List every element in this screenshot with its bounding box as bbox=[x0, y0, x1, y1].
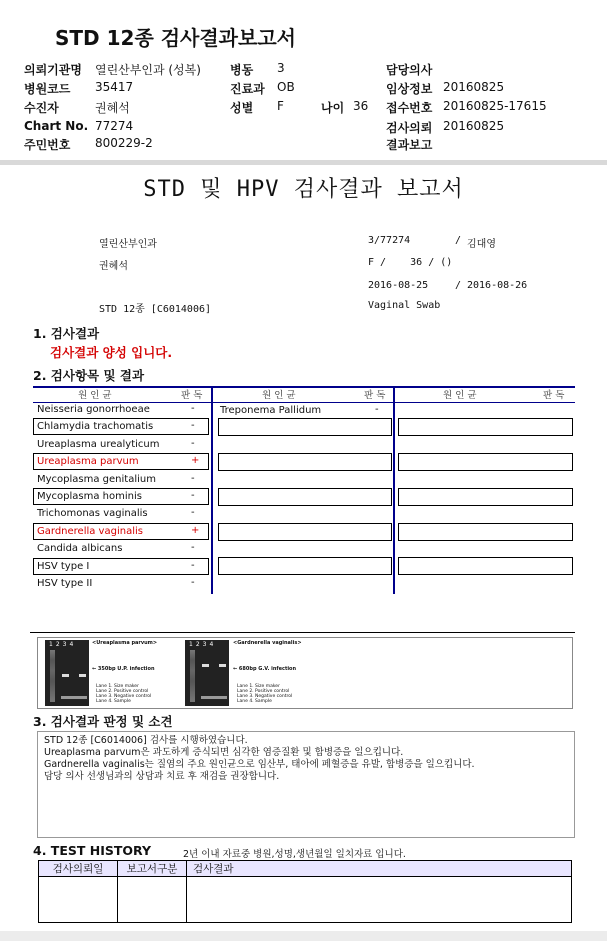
pathogen-result-mark: - bbox=[191, 437, 195, 449]
label-receiver: 수진자 bbox=[24, 101, 59, 115]
value-institution: 열린산부인과 (성복) bbox=[95, 63, 201, 77]
gel-right-title: <Gardnerella vaginalis> bbox=[233, 640, 302, 646]
history-note: 2년 이내 자료중 병원,성명,생년월일 일치자료 입니다. bbox=[183, 849, 406, 860]
gel-right-legend: Lane 1. Size maker Lane 2. Positive control Lane 3. Negative control Lane 4. Sample bbox=[237, 684, 293, 704]
value-resident-no: 800229-2 bbox=[95, 136, 153, 150]
finding-line-4: 담당 의사 선생님과의 상담과 치료 후 재검을 권장합니다. bbox=[44, 771, 280, 782]
clinic-name: 열린산부인과 bbox=[99, 239, 157, 250]
col-pathogen-3: 원 인 균 bbox=[443, 390, 477, 401]
gel-right-lanes: 1234 bbox=[189, 641, 217, 648]
pathogen-name: Ureaplasma urealyticum bbox=[37, 438, 160, 450]
pathogen-result-mark: - bbox=[191, 577, 195, 588]
gel-left-ladder bbox=[50, 650, 55, 702]
label-ward: 병동 bbox=[230, 63, 254, 77]
history-col-type: 보고서구분 bbox=[118, 861, 187, 877]
id-separator: / bbox=[455, 235, 462, 246]
date-separator: / bbox=[455, 280, 462, 291]
history-cell-result bbox=[187, 877, 572, 923]
section1-result: 검사결과 양성 입니다. bbox=[50, 345, 173, 360]
patient-name: 권혜석 bbox=[99, 261, 128, 272]
doctor-name: 김대영 bbox=[467, 239, 496, 250]
finding-line-2: Ureaplasma parvum은 과도하게 증식되면 심각한 염증질환 및 합병증을 일으킵니다. bbox=[44, 747, 404, 758]
gel-right-band-positive bbox=[202, 664, 209, 667]
gel-left-legend: Lane 1. Size maker Lane 2. Positive control Lane 3. Negative control Lane 4. Sample bbox=[96, 684, 152, 704]
empty-result-box bbox=[398, 453, 573, 471]
empty-result-box bbox=[218, 557, 392, 575]
value-age: 36 bbox=[353, 99, 369, 113]
value-clinical-info: 20160825 bbox=[443, 80, 505, 94]
chart-id-line: 3/77274 bbox=[368, 235, 411, 246]
pathogen-result-mark: - bbox=[191, 507, 195, 519]
treponema-mark: - bbox=[375, 404, 379, 415]
label-sex: 성별 bbox=[230, 101, 254, 115]
pathogen-name: Mycoplasma hominis bbox=[37, 491, 142, 502]
empty-result-box bbox=[398, 523, 573, 541]
empty-result-box bbox=[218, 418, 392, 436]
history-cell-date bbox=[39, 877, 118, 923]
pathogen-name: Ureaplasma parvum bbox=[37, 456, 139, 468]
empty-result-box bbox=[398, 418, 573, 436]
pathogen-result-mark: - bbox=[191, 472, 195, 484]
pathogen-name: Trichomonas vaginalis bbox=[37, 508, 148, 520]
value-dept: OB bbox=[277, 80, 295, 94]
date-reported: 2016-08-26 bbox=[467, 280, 528, 291]
history-table bbox=[38, 860, 572, 923]
gel-right-ladder bbox=[190, 650, 195, 702]
value-receiver: 권혜석 bbox=[95, 101, 130, 115]
section3-title: 3. 검사결과 판정 및 소견 bbox=[33, 714, 173, 729]
empty-result-box bbox=[398, 488, 573, 506]
col-judge-3: 판 독 bbox=[543, 390, 565, 401]
label-age: 나이 bbox=[321, 101, 345, 115]
value-receipt-no: 20160825-17615 bbox=[443, 99, 547, 113]
gel-top-rule bbox=[30, 632, 575, 633]
history-col-result: 검사결과 bbox=[187, 861, 572, 877]
col-pathogen-2: 원 인 균 bbox=[262, 390, 296, 401]
value-ward: 3 bbox=[277, 61, 285, 75]
results-table-header bbox=[33, 386, 575, 403]
value-sex: F bbox=[277, 99, 284, 113]
report-header-title: STD 12종 검사결과보고서 bbox=[55, 26, 296, 50]
empty-result-box bbox=[398, 557, 573, 575]
value-hospital-code: 35417 bbox=[95, 80, 134, 94]
label-clinical-info: 임상정보 bbox=[386, 82, 433, 96]
gel-electrophoresis-figure bbox=[37, 637, 573, 709]
date-collected: 2016-08-25 bbox=[368, 280, 429, 291]
label-receipt-no: 접수번호 bbox=[386, 101, 433, 115]
spacer bbox=[0, 594, 607, 595]
gel-left-primer bbox=[61, 696, 87, 699]
pathogen-result-mark: - bbox=[191, 559, 195, 571]
pathogen-result-mark: - bbox=[191, 420, 195, 432]
finding-line-3: Gardnerella vaginalis는 질염의 주요 원인균으로 임산부, 태아에 페혈증을 유발, 합병증을 일으킵니다. bbox=[44, 759, 475, 770]
section4-title: 4. TEST HISTORY bbox=[33, 843, 152, 858]
gel-right-band-sample bbox=[219, 664, 226, 667]
value-chart-no: 77274 bbox=[95, 119, 134, 133]
test-name: STD 12종 [C6014006] bbox=[99, 304, 212, 315]
history-col-date: 검사의뢰일 bbox=[39, 861, 118, 877]
gel-right-band-label: ← 680bp G.V. infection bbox=[233, 666, 297, 672]
label-dept: 진료과 bbox=[230, 82, 265, 96]
label-doctor: 담당의사 bbox=[386, 63, 433, 77]
label-resident-no: 주민번호 bbox=[24, 138, 71, 152]
section2-title: 2. 검사항목 및 결과 bbox=[33, 368, 145, 383]
pathogen-name: Gardnerella vaginalis bbox=[37, 525, 143, 537]
column-divider-2 bbox=[393, 386, 395, 594]
gel-left-band-sample bbox=[79, 674, 86, 677]
gel-left-title: <Ureaplasma parvum> bbox=[92, 640, 158, 646]
pathogen-result-mark: - bbox=[191, 403, 195, 414]
gel-photo-left bbox=[45, 640, 89, 706]
label-chart-no: Chart No. bbox=[24, 119, 89, 133]
sex-age: F / 36 / () bbox=[368, 257, 453, 268]
pathogen-name: Neisseria gonorrhoeae bbox=[37, 404, 150, 415]
pathogen-name: HSV type I bbox=[37, 560, 90, 572]
specimen: Vaginal Swab bbox=[368, 300, 441, 311]
finding-line-1: STD 12종 [C6014006] 검사를 시행하였습니다. bbox=[44, 735, 248, 746]
pathogen-name: HSV type II bbox=[37, 578, 93, 589]
label-report: 결과보고 bbox=[386, 138, 433, 152]
pathogen-name: Mycoplasma genitalium bbox=[37, 473, 156, 485]
empty-result-box bbox=[218, 488, 392, 506]
pathogen-name: Candida albicans bbox=[37, 543, 123, 555]
value-request-date: 20160825 bbox=[443, 119, 505, 133]
column-divider-1 bbox=[211, 386, 213, 594]
pathogen-result-mark: + bbox=[191, 455, 200, 467]
empty-result-box bbox=[218, 523, 392, 541]
gel-left-lanes: 1234 bbox=[49, 641, 77, 648]
col-pathogen-1: 원 인 균 bbox=[78, 390, 112, 401]
section1-title: 1. 검사결과 bbox=[33, 326, 100, 341]
label-hospital-code: 병원코드 bbox=[24, 82, 71, 96]
label-institution: 의뢰기관명 bbox=[24, 63, 82, 77]
page-bottom-band bbox=[0, 931, 607, 941]
history-cell-type bbox=[118, 877, 187, 923]
label-request-date: 검사의뢰 bbox=[386, 121, 433, 135]
pathogen-result-mark: - bbox=[191, 490, 195, 501]
treponema-name: Treponema Pallidum bbox=[220, 405, 322, 416]
pathogen-name: Chlamydia trachomatis bbox=[37, 421, 154, 433]
gel-photo-right bbox=[185, 640, 229, 706]
gel-right-primer bbox=[201, 696, 227, 699]
header-divider bbox=[0, 160, 607, 165]
col-judge-2: 판 독 bbox=[364, 390, 386, 401]
empty-result-box bbox=[218, 453, 392, 471]
pathogen-result-mark: + bbox=[191, 524, 200, 536]
report-title: STD 및 HPV 검사결과 보고서 bbox=[143, 177, 464, 202]
pathogen-result-mark: - bbox=[191, 542, 195, 554]
gel-left-band-label: ← 350bp U.P. infection bbox=[92, 666, 155, 672]
findings-box bbox=[37, 731, 575, 838]
gel-left-band-positive bbox=[62, 674, 69, 677]
col-judge-1: 판 독 bbox=[181, 390, 203, 401]
